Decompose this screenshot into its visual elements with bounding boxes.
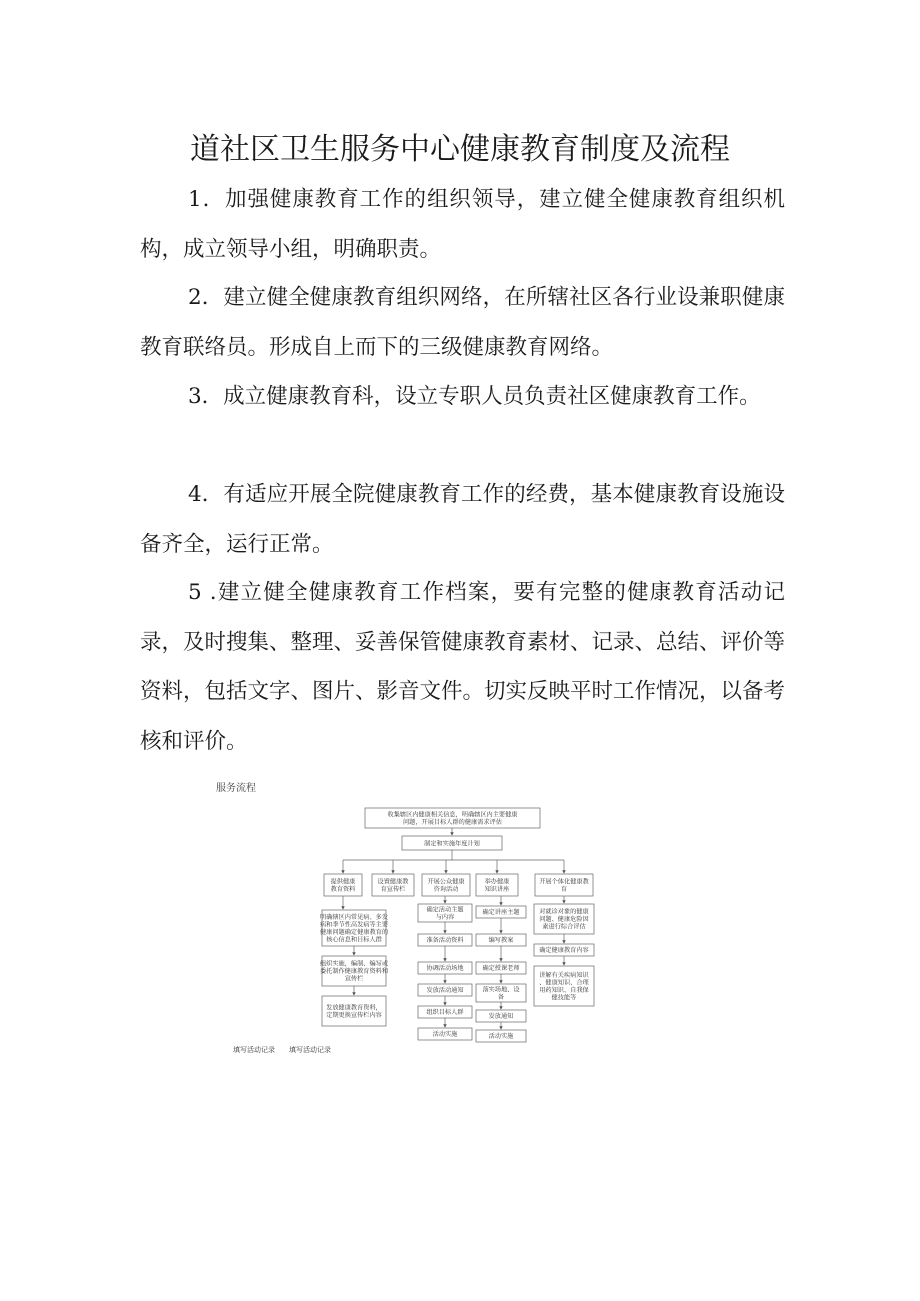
paragraph-1: 1．加强健康教育工作的组织领导，建立健全健康教育组织机构，成立领导小组，明确职责。 [140,187,785,262]
flow-branch-2-text: 育宣传栏 [380,885,406,893]
flow-col4-step-1-text: 问题、健康危险因 [539,916,589,924]
service-flow-label: 服务流程 [216,783,256,794]
flow-col3-step-4-text: 落实场地、设 [482,986,520,994]
paragraph-4: 4．有适应开展全院健康教育工作的经费，基本健康教育设施设备齐全，运行正常。 [140,482,785,557]
flow-col2-step-1-text: 与内容 [435,913,455,921]
flow-col3-step-2-text: 编写教案 [488,937,514,945]
flow-col2-step-6-text: 活动实施 [432,1031,458,1039]
flow-col1-step-2-text: 宣传栏 [344,975,364,983]
flow-branch-5-text: 育 [560,885,568,893]
flow-col2-step-3-text: 协调活动场地 [426,965,464,973]
flow-col1-step-2-text: 委托制作健康教育资料和 [319,968,389,976]
footer-record-right: 填写活动记录 [289,1046,331,1054]
flow-col2-step-1-text: 确定活动主题 [426,906,464,914]
flow-col4-step-3-text: 、健康知识、合理 [539,979,589,987]
flow-col1-step-1-text: 健康问题确定健康教育的 [319,928,389,936]
flow-col4-step-3-text: 讲解有关疾病知识 [539,971,589,979]
paragraph-3: 3．成立健康教育科，设立专职人员负责社区健康教育工作。 [188,384,761,409]
paragraph-2: 2．建立健全健康教育组织网络，在所辖社区各行业设兼职健康教育联络员。形成自上而下的三级健康教育网络。 [140,285,785,360]
flow-col4-step-1-text: 对就诊对象的健康 [539,908,589,916]
flow-col2-step-4-text: 发放活动通知 [426,987,464,995]
flow-col1-step-1-text: 明确辖区内常见病、多发 [319,913,389,921]
flow-branch-4-text: 知识讲座 [484,885,510,893]
paragraph-5: 5 .建立健全健康教育工作档案，要有完整的健康教育活动记录，及时搜集、整理、妥善保管健康教育素材、记录、总结、评价等资料，包括文字、图片、影音文件。切实反映平时工作情况，以备考核和评价。 [140,580,786,754]
flow-col2-step-5-text: 组织目标人群 [426,1009,464,1017]
flow-branch-4-text: 举办健康 [484,878,510,886]
flow-top-text: 收集辖区内健康相关信息，明确辖区内主要健康 [387,811,518,819]
flow-branch-1-text: 教育资料 [330,885,356,893]
flow-plan-text: 制定和实施年度计划 [424,840,480,848]
footer-record-left: 填写活动记录 [233,1046,275,1054]
page-title: 道社区卫生服务中心健康教育制度及流程 [190,132,730,167]
flow-col3-step-4-text: 备 [497,993,505,1001]
flow-col4-step-1-text: 素进行综合评估 [542,923,586,931]
flow-col1-step-2-text: 组织实施，编制、编写或 [319,960,389,968]
flow-col3-step-3-text: 确定授课老师 [482,965,520,973]
flow-top-text: 问题，开展目标人群的健康需求评估 [403,818,502,826]
flow-col1-step-3-text: 定期更换宣传栏内容 [326,1011,382,1019]
flow-branch-3-text: 咨询活动 [433,885,459,893]
flow-col3-step-6-text: 活动实施 [488,1033,514,1041]
flow-col4-step-2-text: 确定健康教育内容 [539,947,589,955]
flow-col3-step-1-text: 确定讲座主题 [482,909,520,917]
flow-branch-5-text: 开展个体化健康教 [539,878,589,886]
flow-branch-3-text: 开展公众健康 [427,878,465,886]
flow-col3-step-5-text: 发放通知 [488,1013,514,1021]
flow-col4-step-3-text: 健技能等 [551,994,577,1002]
flow-col1-step-1-text: 核心信息和目标人群 [326,936,382,944]
flow-col1-step-1-text: 病和季节性高发病等主要 [319,921,389,929]
flow-branch-2-text: 设置健康教 [377,878,409,886]
flow-col4-step-3-text: 用药知识、自我保 [539,986,589,994]
flow-col1-step-3-text: 发放健康教育资料， [326,1004,382,1012]
flow-col2-step-2-text: 准备活动资料 [426,937,464,945]
service-flowchart [300,800,600,1044]
flow-branch-1-text: 提供健康 [330,878,356,886]
